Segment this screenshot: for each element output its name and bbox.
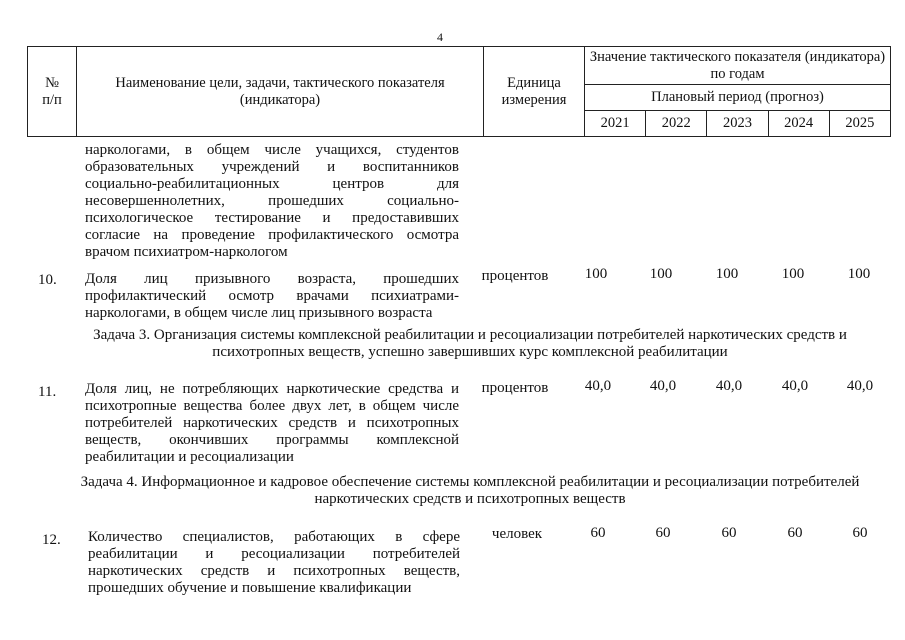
text-line: профилактический осмотр врачами психиатрами- <box>85 288 459 304</box>
indicator-name <box>88 529 460 597</box>
value-2022: 40,0 <box>649 378 677 394</box>
value-2023: 60 <box>721 525 737 541</box>
header-year: 2021 <box>585 111 646 137</box>
text-line: врачом психиатром-наркологом <box>85 244 288 260</box>
row-number: 11. <box>38 384 57 400</box>
value-2025: 40,0 <box>846 378 874 394</box>
text-line: согласие на проведение профилактического осмотра <box>85 227 459 243</box>
text-line: психотропные вещества более двух лет, в общем числе <box>85 398 459 414</box>
continuation-text <box>85 142 459 261</box>
header-col-num: № п/п <box>28 47 77 137</box>
text-line: потребителей наркотических средств и психотропных <box>85 415 459 431</box>
value-2023: 100 <box>715 266 739 282</box>
text-line: реабилитации и ресоциализации <box>85 449 294 465</box>
row-number: 12. <box>42 532 61 548</box>
text-line: Количество специалистов, работающих в сфере <box>88 529 460 545</box>
text-line: наркотических средств и психотропных веществ, <box>88 563 460 579</box>
header-year: 2023 <box>707 111 768 137</box>
value-2022: 60 <box>655 525 671 541</box>
text-line: реабилитации и ресоциализации потребителей <box>88 546 460 562</box>
header-year: 2024 <box>768 111 829 137</box>
header-col-value: Значение тактического показателя (индикатора) по годам <box>585 47 891 85</box>
unit: человек <box>491 526 543 542</box>
task-heading <box>55 474 885 508</box>
text-line: наркологами, в общем числе учащихся, студентов <box>85 142 459 158</box>
header-planned-period: Плановый период (прогноз) <box>585 85 891 111</box>
text-line: образовательных учреждений и воспитанников <box>85 159 459 175</box>
value-2023: 40,0 <box>715 378 743 394</box>
task-line: Задача 4. Информационное и кадровое обеспечение системы комплексной реабилитации и ресоциализации потребителей <box>80 474 860 490</box>
text-line: несовершеннолетних, прошедших социально- <box>85 193 459 209</box>
text-line: веществ, окончивших программы комплексной <box>85 432 459 448</box>
text-line: психологическое тестирование и предоставивших <box>85 210 459 226</box>
header-year: 2025 <box>829 111 890 137</box>
value-2025: 100 <box>847 266 871 282</box>
task-line: Задача 3. Организация системы комплексной реабилитации и ресоциализации потребителей наркотических средств и <box>93 327 847 343</box>
value-2025: 60 <box>852 525 868 541</box>
text-line: прошедших обучение и повышение квалификации <box>88 580 412 596</box>
unit: процентов <box>481 268 549 284</box>
value-2021: 60 <box>590 525 606 541</box>
value-2021: 40,0 <box>584 378 612 394</box>
indicator-name <box>85 381 459 466</box>
value-2024: 40,0 <box>781 378 809 394</box>
indicator-name <box>85 271 459 322</box>
value-2021: 100 <box>584 266 608 282</box>
task-heading <box>60 327 880 361</box>
text-line: Доля лиц призывного возраста, прошедших <box>85 271 459 287</box>
text-line: Доля лиц, не потребляющих наркотические средства и <box>85 381 459 397</box>
value-2024: 60 <box>787 525 803 541</box>
table-header <box>27 46 891 137</box>
page-number: 4 <box>437 30 443 44</box>
task-line: наркотических средств и психотропных веществ <box>314 491 626 507</box>
value-2022: 100 <box>649 266 673 282</box>
text-line: социально-реабилитационных центров для <box>85 176 459 192</box>
value-2024: 100 <box>781 266 805 282</box>
header-col-unit: Единица измерения <box>484 47 585 137</box>
row-number: 10. <box>38 272 57 288</box>
task-line: психотропных веществ, успешно завершивших курс комплексной реабилитации <box>212 344 728 360</box>
header-col-name: Наименование цели, задачи, тактического показателя (индикатора) <box>77 47 484 137</box>
unit: процентов <box>481 380 549 396</box>
header-year: 2022 <box>646 111 707 137</box>
text-line: наркологами, в общем числе лиц призывного возраста <box>85 305 433 321</box>
